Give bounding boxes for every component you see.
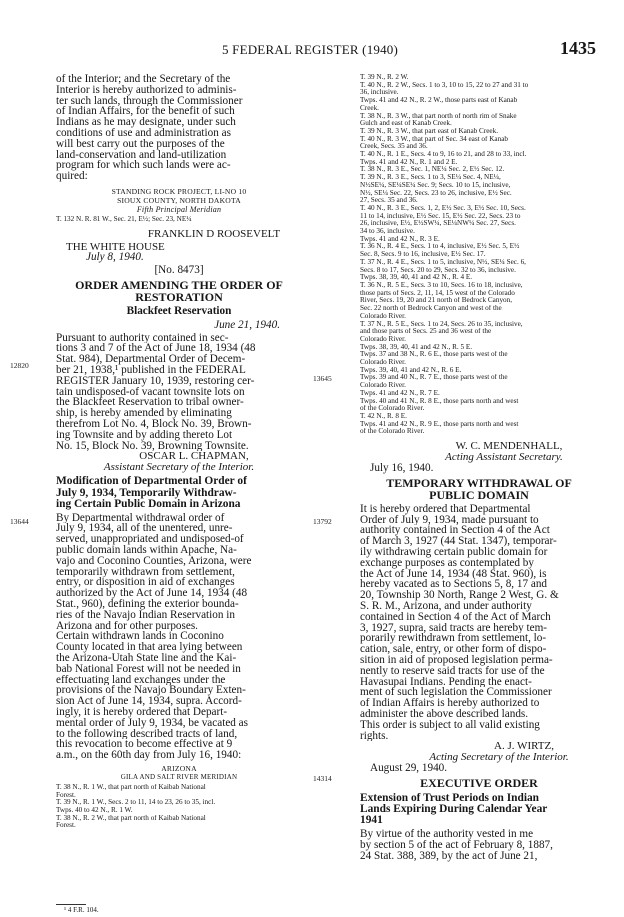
text-line: the Blackfeet Reservation to tribal owner-: [56, 397, 244, 409]
text-line: ingly, it is hereby ordered that Depart-: [56, 706, 228, 718]
text-line: Twps. 37 and 38 N., R. 6 E., those parts west of the: [360, 351, 508, 359]
text-line: T. 38 N., R. 2 W., that part north of Kaibab National: [56, 814, 206, 822]
text-line: Gulch and east of Kanab Creek.: [360, 120, 452, 128]
text-line: T. 40 N., R. 2 W., Secs. 1 to 3, 10 to 15, 22 to 27 and 31 to: [360, 81, 529, 89]
text-line: quired:: [56, 171, 88, 182]
text-line: Forest.: [56, 791, 76, 799]
text-line: T. 37 N., R. 5 E., Secs. 1 to 24, Secs. 26 to 35, inclusive,: [360, 320, 523, 328]
text-line: contained in Section 4 of the Act of March: [360, 611, 551, 623]
text-line: sion Act of June 14, 1934, supra. Accord-: [56, 696, 242, 707]
margin-doc-number: 13645: [313, 374, 332, 383]
text-line: Modification of Departmental Order of: [56, 476, 247, 488]
white-house: THE WHITE HOUSE: [66, 240, 165, 253]
text-line: of Indian Affairs is hereby authorized to: [360, 698, 540, 709]
text-line: of March 3, 1927 (44 Stat. 1347), temporar-: [360, 536, 557, 548]
order-body: [360, 504, 598, 742]
text-line: July 9, 1934, all of the unentered, unre-: [56, 523, 233, 535]
text-line: By virtue of the authority vested in me: [360, 829, 534, 840]
text-line: tain undisposed-of vacant townsite lots on: [56, 386, 245, 398]
text-line: administer the above described lands.: [360, 708, 529, 720]
text-line: ing Townsite and by adding thereto Lot: [56, 429, 233, 441]
page-number: 1435: [560, 38, 596, 58]
right-column: [360, 74, 598, 862]
text-line: N½, SE¼ Sec. 22, Secs. 23 to 26, inclusive, E½ Sec.: [360, 189, 512, 197]
text-line: nently to reserve said tracts for use of the: [360, 665, 545, 677]
text-line: 3, 1927, supra, said tracts are hereby tem-: [360, 622, 548, 634]
meridian-heading: GILA AND SALT RIVER MERIDIAN: [120, 772, 238, 781]
text-line: a.m., on the 60th day from July 16, 1940:: [56, 750, 242, 761]
text-line: ORDER AMENDING THE ORDER OF: [75, 279, 283, 292]
order-body: [360, 829, 598, 861]
text-line: 27, Secs. 35 and 36.: [360, 197, 418, 205]
text-line: sition in aid of proposed legislation perma-: [360, 655, 553, 666]
text-line: this revocation to become effective at 9: [56, 739, 233, 751]
text-line: provisions of the Navajo Boundary Exten-: [56, 685, 246, 697]
order-signer: OSCAR L. CHAPMAN,: [139, 450, 249, 463]
text-line: Twps. 41 and 42 N., R. 1 and 2 E.: [360, 158, 458, 166]
text-line: ing Certain Public Domain in Arizona: [56, 499, 241, 511]
text-line: authority contained in Section 4 of the Act: [360, 525, 550, 537]
order-title: [56, 279, 302, 303]
text-line: No. 15, Block No. 39, Browning Townsite.: [56, 440, 249, 452]
text-line: Twps. 38, 39, 40, 41 and 42 N., R. 4 E.: [360, 274, 473, 282]
text-line: T. 39 N., R. 1 W., Secs. 2 to 11, 14 to 23, 26 to 35, incl.: [56, 799, 216, 807]
text-line: Twps. 40 and 41 N., R. 8 E., those parts north and west: [360, 397, 519, 405]
text-line: T. 36 N., R. 4 E., Secs. 1 to 4, inclusive, E½ Sec. 5, E½: [360, 243, 520, 251]
text-line: Forest.: [56, 822, 76, 830]
text-line: T. 39 N., R. 2 W.: [360, 74, 409, 81]
signer-title: Acting Assistant Secretary.: [445, 451, 563, 464]
text-line: Creek.: [360, 104, 379, 112]
text-line: of the Interior; and the Secretary of the: [56, 74, 231, 85]
text-line: Sec. 22 north of Bedrock Canyon and west of the: [360, 305, 502, 313]
order-subtitle: [360, 793, 598, 826]
signer-name: W. C. MENDENHALL,: [455, 440, 563, 453]
text-line: N½SE¼, SE¼SE¼ Sec. 9; Secs. 10 to 15, inclusive,: [360, 181, 511, 189]
text-line: Lands Expiring During Calendar Year: [360, 804, 548, 816]
text-line: Colorado River.: [360, 359, 406, 367]
text-line: porarily rewithdrawn from settlement, lo-: [360, 633, 547, 645]
text-line: County located in that area lying between: [56, 642, 243, 653]
text-line: Certain withdrawn lands in Coconino: [56, 631, 224, 643]
text-line: Interior is hereby authorized to adminis-: [56, 84, 237, 96]
text-line: T. 36 N., R. 5 E., Secs. 3 to 10, Secs. 16 to 18, inclusive,: [360, 281, 523, 289]
text-line: T. 42 N., R. 8 E.: [360, 412, 407, 420]
order-body: [56, 333, 302, 452]
text-line: Arizona and for other purposes.: [56, 620, 198, 632]
text-line: S. R. M., Arizona, and under authority: [360, 601, 532, 612]
text-line: temporarily withdrawn from settlement,: [56, 566, 235, 578]
text-line: ship, is hereby amended by eliminating: [56, 408, 232, 420]
footnote: ¹ 4 F.R. 104.: [64, 906, 99, 914]
text-line: This order is subject to all valid existing: [360, 719, 540, 731]
text-line: those parts of Secs. 2, 11, 14, 15 west of the Colorado: [360, 289, 515, 297]
document-number: [No. 8473]: [154, 264, 204, 277]
text-line: 26, inclusive, E½, E½SW¼, SE¼NW¼ Sec. 27, Secs.: [360, 220, 516, 228]
signer-name: FRANKLIN D ROOSEVELT: [147, 227, 281, 240]
text-line: It is hereby ordered that Departmental: [360, 503, 531, 515]
text-line: land-conservation and land-utilization: [56, 149, 227, 161]
order-signer-title: Assistant Secretary of the Interior.: [103, 461, 255, 474]
order-body: [56, 513, 302, 761]
text-line: of the Colorado River.: [360, 405, 425, 413]
signer-title: Acting Secretary of the Interior.: [429, 751, 569, 764]
text-line: RESTORATION: [135, 291, 223, 304]
text-line: PUBLIC DOMAIN: [429, 488, 529, 501]
intro-paragraph: [56, 74, 302, 182]
text-line: T. 40 N., R. 3 E., Secs. 1, 2, E½ Sec. 3, E½ Sec. 10, Secs.: [360, 204, 526, 212]
text-line: By Departmental withdrawal order of: [56, 512, 225, 524]
text-line: cation, sale, entry, or other form of dispo-: [360, 644, 547, 655]
text-line: the Arizona-Utah State line and the Kai-: [56, 653, 237, 664]
text-line: 11 to 14, inclusive, E½ Sec. 15, E½ Sec. 22, Secs. 23 to: [360, 212, 521, 220]
order-subtitle: Blackfeet Reservation: [126, 305, 232, 318]
text-line: T. 38 N., R. 1 W., that part north of Kaibab National: [56, 783, 206, 791]
tract-list: [56, 784, 302, 830]
text-line: program for which such lands were ac-: [56, 160, 231, 172]
text-line: T. 39 N., R. 3 E., Secs. 1 to 3, SE¼ Sec. 4, NE¼,: [360, 174, 501, 182]
text-line: bab National Forest will not be needed in: [56, 663, 241, 675]
tract-list: [360, 74, 598, 436]
text-line: Colorado River.: [360, 312, 406, 320]
project-heading: STANDING ROCK PROJECT, LI-NO 10: [111, 186, 247, 196]
text-line: Twps. 41 and 42 N., R. 9 E., those parts north and west: [360, 420, 519, 428]
text-line: River, Secs. 19, 20 and 21 north of Bedrock Canyon,: [360, 297, 513, 305]
text-line: hereby vacated as to Sections 5, 8, 17 and: [360, 579, 548, 591]
text-line: vajo and Coconino Counties, Arizona, were: [56, 555, 252, 567]
text-line: to the following described tracts of land,: [56, 728, 238, 740]
text-line: by section 5 of the act of February 8, 1887,: [360, 839, 553, 851]
text-line: Twps. 39, 40, 41 and 42 N., R. 6 E.: [360, 366, 462, 374]
order-title: [360, 477, 598, 501]
text-line: TEMPORARY WITHDRAWAL OF: [386, 476, 572, 489]
order-title: [56, 476, 302, 510]
text-line: of the Colorado River.: [360, 428, 425, 436]
county-heading: SIOUX COUNTY, NORTH DAKOTA: [117, 195, 241, 205]
text-line: July 9, 1934, Temporarily Withdraw-: [56, 487, 237, 499]
text-line: REGISTER January 10, 1939, restoring cer-: [56, 375, 255, 387]
date-line: July 8, 1940.: [86, 251, 144, 264]
text-line: tions 3 and 7 of the Act of June 18, 1934 (48: [56, 343, 256, 355]
margin-doc-number: 13644: [10, 517, 29, 526]
text-line: Twps. 38, 39, 40, 41 and 42 N., R. 5 E.: [360, 343, 473, 351]
text-line: mental order of July 9, 1934, be vacated as: [56, 717, 248, 729]
meridian-heading: Fifth Principal Meridian: [136, 204, 222, 214]
margin-doc-number: 13792: [313, 517, 332, 526]
text-line: T. 38 N., R. 3 W., that part north of north rim of Snake: [360, 112, 517, 120]
text-line: the Act of June 14, 1934 (48 Stat. 960), is: [360, 568, 547, 580]
text-line: 34 to 36, inclusive.: [360, 228, 415, 236]
text-line: ment of such legislation the Commissioner: [360, 687, 552, 699]
signer-name: A. J. WIRTZ,: [494, 740, 554, 753]
text-line: ily withdrawing certain public domain for: [360, 547, 548, 558]
text-line: Sec. 8, Secs. 9 to 16, inclusive, E½ Sec. 17.: [360, 251, 486, 259]
text-line: 36, inclusive.: [360, 89, 399, 97]
text-line: of Indian Affairs, for the benefit of such: [56, 106, 235, 118]
text-line: Indians as he may designate, under such: [56, 117, 236, 128]
text-line: ter such lands, through the Commissioner: [56, 95, 243, 107]
text-line: T. 37 N., R. 4 E., Secs. 1 to 5, inclusive, N½, SE¼ Sec. 6,: [360, 258, 526, 266]
text-line: T. 38 N., R. 3 E., Sec. 1, NE¼ Sec. 2, E½ Sec. 12.: [360, 166, 505, 174]
footnote-rule: [56, 904, 86, 905]
text-line: T. 40 N., R. 1 E., Secs. 4 to 9, 16 to 21, and 28 to 33, incl.: [360, 151, 527, 159]
text-line: Creek, Secs. 35 and 36.: [360, 143, 428, 151]
margin-doc-number: 12820: [10, 361, 29, 370]
left-column: [56, 74, 302, 830]
text-line: served, unappropriated and undisposed-of: [56, 534, 244, 546]
text-line: Order of July 9, 1934, made pursuant to: [360, 514, 539, 526]
text-line: Havasupai Indians. Pending the enact-: [360, 676, 532, 688]
text-line: public domain lands within Apache, Na-: [56, 545, 237, 556]
text-line: exchange purposes as contemplated by: [360, 557, 534, 569]
text-line: Colorado River.: [360, 335, 406, 343]
text-line: Twps. 41 and 42 N., R. 3 E.: [360, 235, 440, 243]
text-line: 24 Stat. 388, 389, by the act of June 21,: [360, 850, 538, 862]
text-line: Secs. 8 to 17, Secs. 20 to 29, Secs. 32 to 36, inclusive.: [360, 266, 516, 274]
text-line: Twps. 40 to 42 N., R. 1 W.: [56, 807, 133, 815]
text-line: Twps. 41 and 42 N., R. 7 E.: [360, 389, 440, 397]
text-line: Stat. 984), Departmental Order of Decem-: [56, 354, 246, 366]
text-line: Twps. 39 and 40 N., R. 7 E., those parts west of the: [360, 374, 508, 382]
tract-description: T. 132 N. R. 81 W., Sec. 21, E½; Sec. 23, NE¼: [56, 214, 192, 223]
text-line: T. 39 N., R. 3 W., that part east of Kanab Creek.: [360, 127, 498, 135]
text-line: Twps. 41 and 42 N., R. 2 W., those parts east of Kanab: [360, 97, 518, 105]
text-line: entry, or disposition in aid of exchanges: [56, 577, 235, 589]
order-date: June 21, 1940.: [214, 318, 280, 331]
text-line: effectuating land exchanges under the: [56, 674, 226, 686]
margin-doc-number: 14314: [313, 774, 332, 783]
text-line: T. 40 N., R. 3 W., that part of Sec. 34 east of Kanab: [360, 135, 508, 143]
text-line: authorized by the Act of June 14, 1934 (48: [56, 588, 248, 600]
date-line: July 16, 1940.: [370, 462, 434, 475]
date-line: August 29, 1940.: [370, 762, 448, 775]
text-line: Extension of Trust Periods on Indian: [360, 793, 540, 805]
text-line: Pursuant to authority contained in sec-: [56, 332, 229, 344]
text-line: ber 21, 1938,¹ published in the FEDERAL: [56, 365, 246, 376]
order-title: EXECUTIVE ORDER: [420, 776, 538, 791]
text-line: Colorado River.: [360, 382, 406, 390]
text-line: will best carry out the purposes of the: [56, 138, 225, 150]
text-line: conditions of use and administration as: [56, 127, 231, 139]
text-line: ries of the Navajo Indian Reservation in: [56, 609, 235, 621]
state-heading: ARIZONA: [161, 763, 197, 773]
text-line: Stat., 960), defining the exterior bounda-: [56, 599, 239, 610]
text-line: and those parts of Secs. 25 and 36 west of the: [360, 328, 492, 336]
page-header-title: 5 FEDERAL REGISTER (1940): [222, 42, 399, 57]
text-line: 20, Township 30 North, Range 2 West, G. &: [360, 590, 559, 602]
text-line: therefrom Lot No. 4, Block No. 39, Brown-: [56, 419, 252, 430]
text-line: 1941: [360, 815, 383, 827]
text-line: rights.: [360, 730, 389, 742]
